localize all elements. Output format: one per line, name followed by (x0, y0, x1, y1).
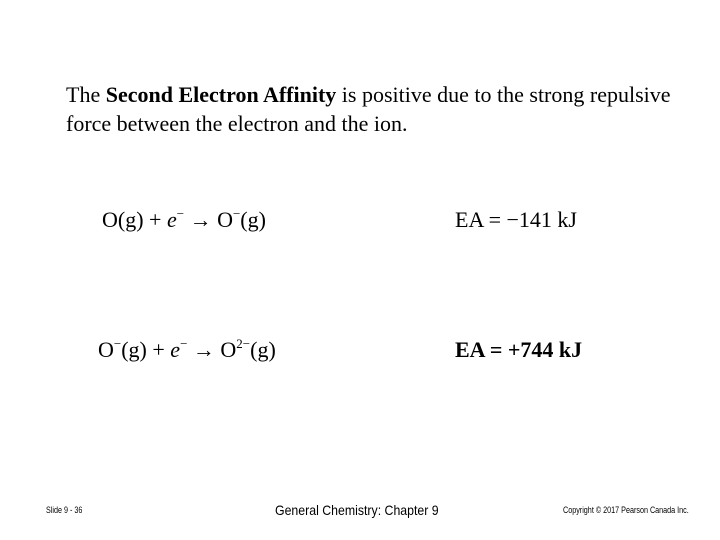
equation-first-electron-affinity (102, 207, 266, 233)
intro-lead: The (66, 82, 106, 107)
eq2-reactant-state: (g) + (121, 337, 171, 362)
ea-value-second: EA = +744 kJ (455, 337, 583, 362)
eq1-product-charge: − (232, 206, 241, 221)
eq2-arrow-product: → O (187, 337, 237, 362)
eq1-electron-charge: − (176, 206, 185, 221)
eq1-product-state: (g) (240, 207, 266, 232)
eq1-reactant: O(g) + (102, 207, 167, 232)
intro-term: Second Electron Affinity (105, 82, 337, 107)
equation-second-electron-affinity (98, 337, 276, 363)
copyright-notice: Copyright © 2017 Pearson Canada Inc. (563, 505, 689, 515)
eq2-reactant-charge: − (113, 336, 122, 351)
intro-text (66, 80, 686, 138)
eq2-product-state: (g) (250, 337, 276, 362)
course-title: General Chemistry: Chapter 9 (275, 502, 439, 518)
eq1-electron: e (166, 207, 177, 232)
intro-rest: is positive due to the strong repulsive force between the electron and the ion. (66, 82, 671, 136)
slide-number: Slide 9 - 36 (46, 505, 83, 515)
ea-value-first: EA = −141 kJ (455, 207, 577, 232)
eq2-reactant: O (98, 337, 114, 362)
eq1-arrow-product: → O (184, 207, 233, 232)
eq2-electron-charge: − (180, 336, 188, 351)
eq2-product-charge: 2− (236, 336, 251, 351)
eq2-electron: e (170, 337, 181, 362)
